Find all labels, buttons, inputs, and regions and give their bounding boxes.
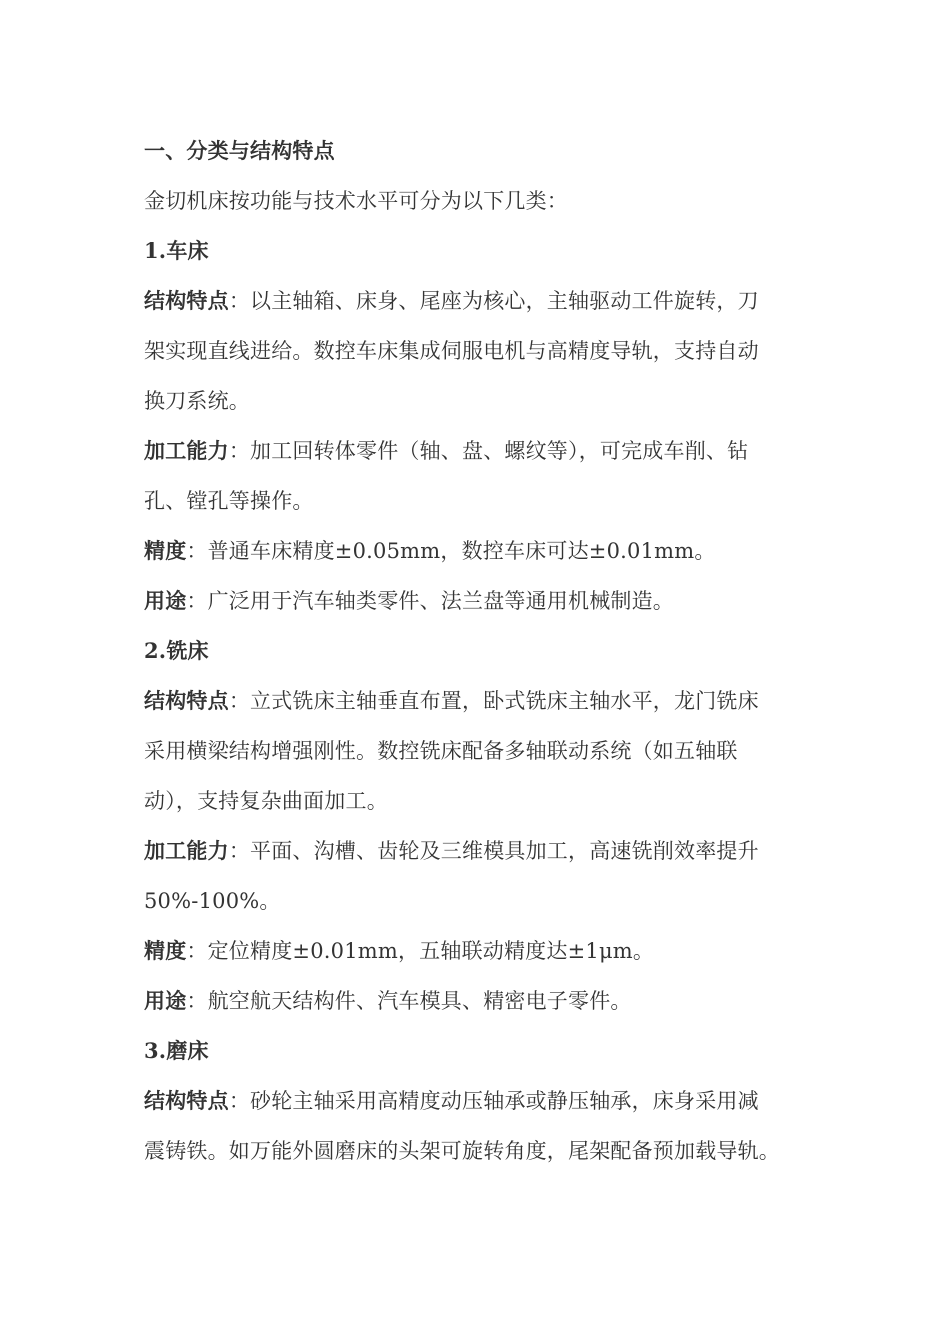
milling-capability-line2: 50%-100%。: [144, 889, 281, 913]
milling-precision-label: 精度: [144, 938, 187, 963]
lathe-usage-label: 用途: [144, 588, 187, 613]
lathe-structure-line2: 架实现直线进给。数控车床集成伺服电机与高精度导轨，支持自动: [144, 339, 759, 363]
lathe-usage-line: [144, 576, 810, 626]
milling-usage-line: [144, 976, 810, 1026]
milling-structure-text1: ：立式铣床主轴垂直布置，卧式铣床主轴水平，龙门铣床: [228, 689, 759, 713]
milling-title: 2.铣床: [144, 638, 209, 663]
lathe-usage-text: ：广泛用于汽车轴类零件、法兰盘等通用机械制造。: [186, 589, 675, 613]
milling-precision-line: [144, 926, 810, 976]
lathe-structure-label: 结构特点: [144, 288, 229, 313]
lathe-precision-text: ：普通车床精度±0.05mm，数控车床可达±0.01mm。: [186, 539, 716, 563]
grinding-structure-label: 结构特点: [144, 1088, 229, 1113]
milling-structure-line3: 动），支持复杂曲面加工。: [144, 789, 388, 813]
section-title: 一、分类与结构特点: [144, 138, 335, 163]
lathe-precision-line: [144, 526, 810, 576]
milling-structure-line1: [144, 676, 810, 726]
milling-capability-label: 加工能力: [144, 838, 229, 863]
lathe-structure-line1: [144, 276, 810, 326]
milling-structure-label: 结构特点: [144, 688, 229, 713]
intro-text: 金切机床按功能与技术水平可分为以下几类：: [144, 189, 568, 213]
milling-capability-text1: ：平面、沟槽、齿轮及三维模具加工，高速铣削效率提升: [228, 839, 759, 863]
milling-capability-line1: [144, 826, 810, 876]
milling-usage-text: ：航空航天结构件、汽车模具、精密电子零件。: [186, 989, 632, 1013]
lathe-title: 1.车床: [144, 238, 209, 263]
milling-precision-text: ：定位精度±0.01mm，五轴联动精度达±1μm。: [186, 939, 655, 963]
lathe-capability-label: 加工能力: [144, 438, 229, 463]
lathe-capability-line1: [144, 426, 810, 476]
lathe-capability-line2: 孔、镗孔等操作。: [144, 489, 314, 513]
grinding-structure-line2: 震铸铁。如万能外圆磨床的头架可旋转角度，尾架配备预加载导轨。: [144, 1139, 780, 1163]
lathe-structure-line3: 换刀系统。: [144, 389, 250, 413]
lathe-precision-label: 精度: [144, 538, 187, 563]
milling-usage-label: 用途: [144, 988, 187, 1013]
lathe-structure-text1: ：以主轴箱、床身、尾座为核心，主轴驱动工件旋转，刀: [228, 289, 759, 313]
grinding-structure-text1: ：砂轮主轴采用高精度动压轴承或静压轴承，床身采用减: [228, 1089, 759, 1113]
grinding-structure-line1: [144, 1076, 810, 1126]
milling-structure-line2: 采用横梁结构增强刚性。数控铣床配备多轴联动系统（如五轴联: [144, 739, 738, 763]
lathe-capability-text1: ：加工回转体零件（轴、盘、螺纹等），可完成车削、钻: [228, 439, 749, 463]
grinding-title: 3.磨床: [144, 1038, 209, 1063]
document-page: [144, 126, 810, 1176]
